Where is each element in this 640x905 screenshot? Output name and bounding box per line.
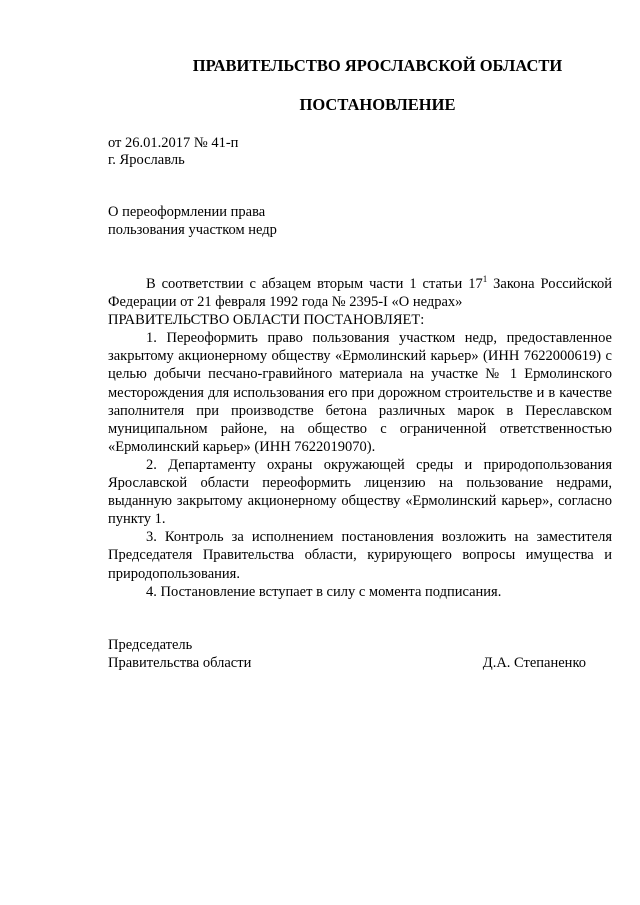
- clause-3: 3. Контроль за исполнением постановления возложить на заместителя Председателя Правительства области, курирующего вопросы имущества и природопользования.: [108, 529, 612, 582]
- document-subject: [108, 203, 368, 239]
- subject-line-2: пользования участком недр: [108, 222, 277, 238]
- signatory-role-line-2: Правительства области: [108, 655, 252, 671]
- signatory-role-line-1: Председатель: [108, 637, 193, 653]
- signatory-role: [108, 636, 251, 672]
- clause-1: 1. Переоформить право пользования участком недр, предоставленное закрытому акционерному обществу «Ермолинский карьер» (ИНН 7622000619) с целью добычи песчано-гравийного материала на участке № 1 Ермолинского месторождения для использования его при дорожном строительстве и в качестве заполнителя при производстве бетона различных марок в Переславском муниципальном районе, на общество с ограниченной ответственностью «Ермолинский карьер» (ИНН 7622019070).: [108, 330, 612, 455]
- intro-superscript: 1: [482, 274, 488, 284]
- decree-line: ПРАВИТЕЛЬСТВО ОБЛАСТИ ПОСТАНОВЛЯЕТ:: [108, 312, 425, 329]
- subject-line-1: О переоформлении права: [108, 204, 266, 220]
- organization-header: ПРАВИТЕЛЬСТВО ЯРОСЛАВСКОЙ ОБЛАСТИ: [192, 56, 563, 75]
- document-date-number: от 26.01.2017 № 41-п: [108, 135, 239, 151]
- clause-2: 2. Департаменту охраны окружающей среды и природопользования Ярославской области переоформить лицензию на пользование недрами, выданную закрытому акционерному обществу «Ермолинский карьер», согласно пункту 1.: [108, 456, 612, 528]
- intro-text-end: Закона Российской Федерации от 21 февраля 1992 года № 2395-I «О недрах»: [108, 276, 612, 311]
- intro-text-start: В соответствии с абзацем вторым части 1 статьи 17: [146, 276, 483, 292]
- document-body: [108, 270, 612, 601]
- clause-4: 4. Постановление вступает в силу с момента подписания.: [146, 583, 502, 600]
- document-type-title: ПОСТАНОВЛЕНИЕ: [299, 95, 456, 114]
- document-city: г. Ярославль: [108, 152, 185, 168]
- signatory-name: Д.А. Степаненко: [482, 655, 586, 671]
- intro-paragraph: [108, 270, 612, 311]
